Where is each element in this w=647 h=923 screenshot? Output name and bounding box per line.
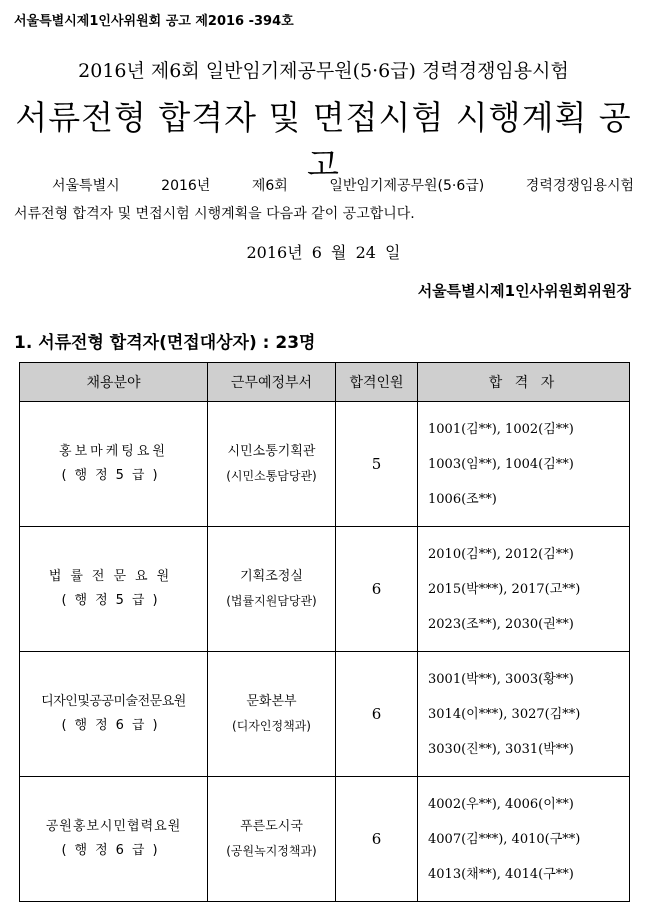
- count-cell: 5: [336, 402, 418, 527]
- field-grade: (행정6급): [61, 718, 166, 733]
- passer-line: 3001(박**), 3003(황**): [428, 671, 574, 687]
- document-title: 서류전형 합격자 및 면접시험 시행계획 공고: [15, 98, 632, 184]
- field-grade: (행정6급): [61, 843, 166, 858]
- passer-line: 1003(임**), 1004(김**): [428, 456, 574, 472]
- passer-line: 4007(김***), 4010(구**): [428, 831, 581, 847]
- passers-cell: [418, 402, 630, 527]
- passer-line: 2010(김**), 2012(김**): [428, 546, 574, 562]
- body-line-1: 서울특별시 2016년 제6회 일반임기제공무원(5·6급) 경력경쟁임용시험: [52, 178, 634, 194]
- table-row: [20, 652, 630, 777]
- department-cell: [208, 402, 336, 527]
- field-grade: (행정5급): [61, 593, 166, 608]
- field-name: 법률전문요원: [48, 569, 179, 584]
- department-cell: [208, 527, 336, 652]
- field-name: 공원홍보시민협력요원: [45, 819, 182, 834]
- table-row: [20, 402, 630, 527]
- sub-department-name: (시민소통담당관): [226, 469, 317, 483]
- header-field: 채용분야: [20, 363, 208, 402]
- passers-cell: [418, 652, 630, 777]
- count-cell: 6: [336, 777, 418, 902]
- passer-line: 2023(조**), 2030(권**): [428, 616, 574, 632]
- table-header-row: [20, 363, 630, 402]
- count-cell: 6: [336, 652, 418, 777]
- sub-department-name: (공원녹지정책과): [226, 844, 317, 858]
- count-cell: 6: [336, 527, 418, 652]
- passer-line: 3014(이***), 3027(김**): [428, 706, 581, 722]
- passer-line: 1006(조**): [428, 491, 497, 507]
- passer-line: 3030(진**), 3031(박**): [428, 741, 574, 757]
- department-name: 문화본부: [246, 694, 297, 709]
- results-table: [19, 362, 630, 902]
- department-cell: [208, 652, 336, 777]
- field-cell: [20, 652, 208, 777]
- passer-line: 4002(우**), 4006(이**): [428, 796, 574, 812]
- passers-cell: [418, 527, 630, 652]
- table-row: [20, 777, 630, 902]
- announcement-body: [14, 172, 634, 228]
- department-name: 시민소통기획관: [227, 444, 316, 459]
- department-cell: [208, 777, 336, 902]
- department-name: 기획조정실: [240, 569, 303, 584]
- body-line-2: 서류전형 합격자 및 면접시험 시행계획을 다음과 같이 공고합니다.: [14, 206, 415, 222]
- field-name: 홍보마케팅요원: [59, 444, 168, 459]
- table-row: [20, 527, 630, 652]
- sub-department-name: (디자인정책과): [232, 719, 311, 733]
- signer: 서울특별시제1인사위원회위원장: [417, 282, 631, 300]
- field-grade: (행정5급): [61, 468, 166, 483]
- field-cell: [20, 777, 208, 902]
- field-name: 디자인및공공미술전문요원: [41, 694, 186, 709]
- department-name: 푸른도시국: [240, 819, 303, 834]
- field-cell: [20, 402, 208, 527]
- passer-line: 4013(채**), 4014(구**): [428, 866, 574, 882]
- header-department: 근무예정부서: [208, 363, 336, 402]
- field-cell: [20, 527, 208, 652]
- notice-number: 서울특별시제1인사위원회 공고 제2016 -394호: [14, 14, 294, 29]
- sub-department-name: (법률지원담당관): [226, 594, 317, 608]
- passer-line: 2015(박***), 2017(고**): [428, 581, 581, 597]
- passers-cell: [418, 777, 630, 902]
- document-subtitle: 2016년 제6회 일반임기제공무원(5·6급) 경력경쟁임용시험: [78, 60, 569, 82]
- header-passers: 합 격 자: [418, 363, 630, 402]
- announcement-date: 2016년 6 월 24 일: [246, 243, 401, 262]
- section-title: 1. 서류전형 합격자(면접대상자) : 23명: [14, 333, 316, 353]
- passer-line: 1001(김**), 1002(김**): [428, 421, 574, 437]
- header-count: 합격인원: [336, 363, 418, 402]
